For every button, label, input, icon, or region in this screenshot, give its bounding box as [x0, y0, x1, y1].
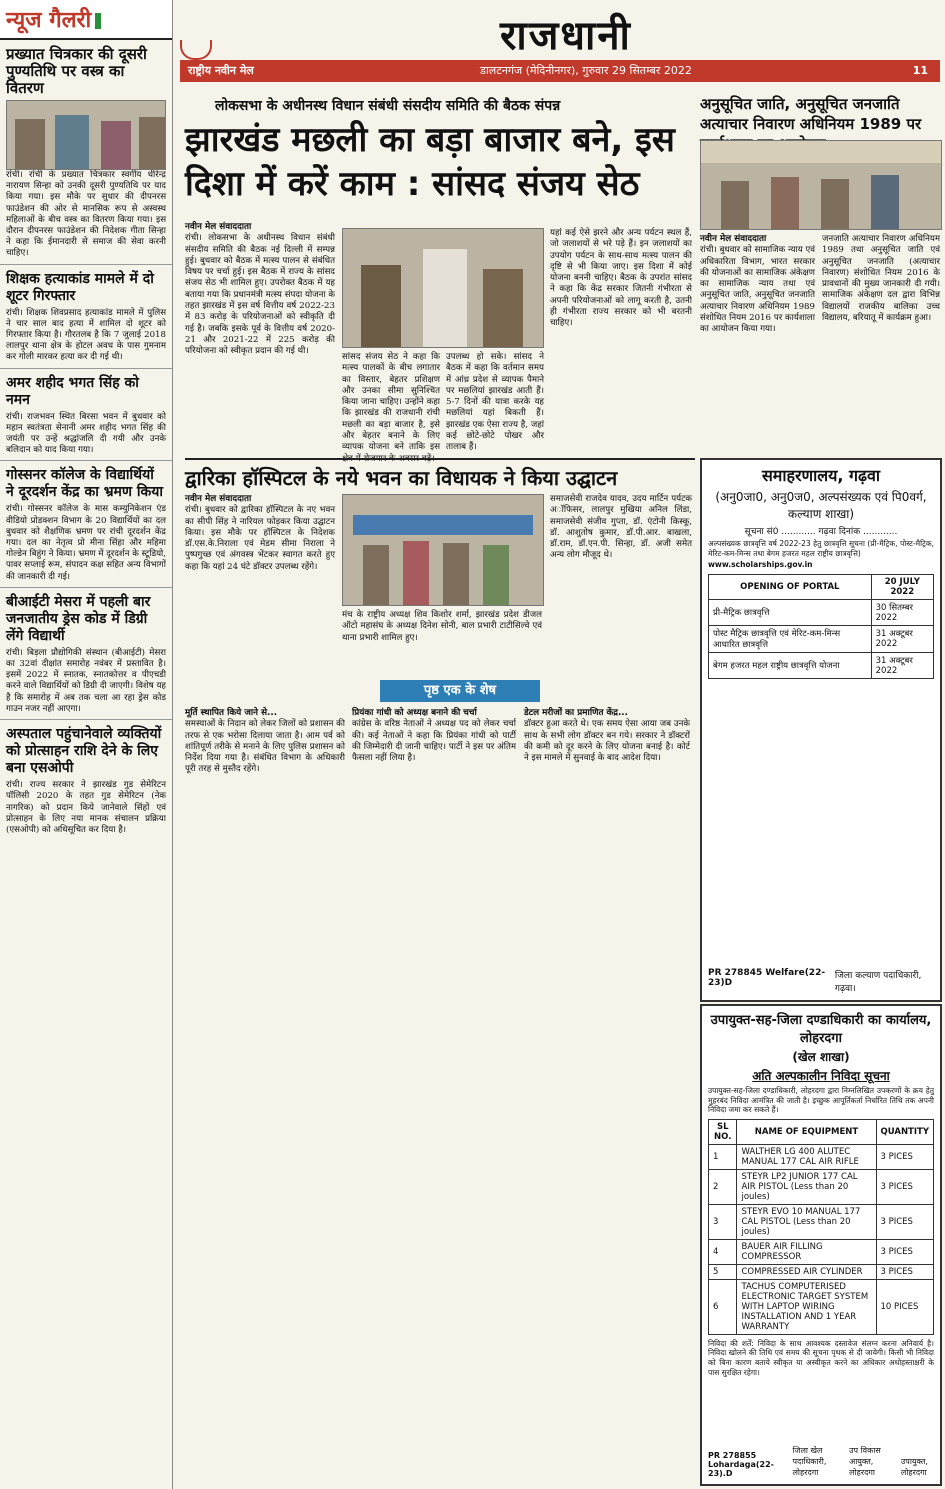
main-story-text-2: सांसद संजय सेठ ने कहा कि मत्स्य पालकों के बीच लगातार का विस्तार, बेहतर प्रशिक्षण और उनका सीमा सुनिश्चित किया जाना चाहिए। उन्होंने कहा कि झारखंड की राजधानी रांची मछली का बड़ा बाजार है, इसे और बेहतर बनाने के लिए व्यापक योजना बने ताकि इस क्षेत्र में रोजगार के अवसर बढ़ें। — [342, 352, 440, 464]
right-story-text-1: रांची। बुधवार को सामाजिक न्याय एवं अधिकारिता विभाग, भारत सरकार की योजनाओं का सामाजिक अंकेक्षण का सामाजिक न्याय तथा एवं अनुसूचित जाति, अनुसूचित जनजाति अत्याचार निवारण अधिनियम 1989 संशोधित नियम 2016 पर कार्यशाला का आयोजन किया गया। — [700, 245, 815, 335]
main-story-col-1 — [185, 222, 335, 454]
dateline: डालटनगंज (मेदिनीनगर), गुरुवार 29 सितम्बर 2022 — [480, 64, 692, 77]
main-story-photo — [342, 228, 544, 348]
continuation-text-3: डॉक्टर हुआ करते थे। एक समय ऐसा आया जब उनके साथ के सभी लोग डॉक्टर बन गये। सरकार ने डॉक्टरों की कमी को दूर करने के लिए योजना बनाई है। कोर्ट ने इस मामले में सुनवाई के बाद आदेश दिया। — [524, 719, 690, 764]
main-story-col-3 — [446, 352, 544, 452]
main-story-col-4 — [550, 228, 692, 452]
row-sl: 3 — [709, 1204, 737, 1239]
garhwa-ad-subtitle: (अनु0जा0, अनु0ज0, अल्पसंख्यक एवं पि0वर्ग, कल्याण शाखा) — [715, 490, 927, 521]
dwarika-col-1 — [185, 494, 335, 674]
row-equipment: BAUER AIR FILLING COMPRESSOR — [737, 1239, 876, 1264]
continuation-text-2: कांग्रेस के वरिष्ठ नेताओं ने अध्यक्ष पद को लेकर चर्चा की। कई नेताओं ने कहा कि प्रियंका गांधी को पार्टी की जिम्मेदारी दी जानी चाहिए। पार्टी ने इस पर अंतिम फैसला नहीं लिया है। — [352, 719, 516, 764]
main-story-text-1: रांची। लोकसभा के अधीनस्थ विधान संबंधी संसदीय समिति की बैठक नई दिल्ली में सम्पन्न हुई। बुधवार को बैठक में मत्स्य पालन से संबंधित विषय पर चर्चा हुई। इस बैठक में राज्य के सांसद संजय सेठ भी शामिल हुए। उपरोक्त बैठक में यह बताया गया कि प्रधानमंत्री मत्स्य संपदा योजना के तहत झारखंड में इस वर्ष वित्तीय वर्ष 2022-23 में 83 करोड़ के परियोजनाओं को स्वीकृति दी गई है। जबकि इसके पूर्व के वित्तीय वर्ष 2020-21 और 2021-22 में 225 करोड़ की परियोजना को स्वीकृत प्रदान की गई थी। — [185, 233, 335, 357]
dwarika-col-3 — [550, 494, 692, 674]
continuation-col-2-title: प्रियंका गांधी को अध्यक्ष बनाने की चर्चा — [352, 708, 477, 718]
left-story-5-title: बीआईटी मेसरा में पहली बार जनजातीय ड्रेस कोड में डिग्री लेंगे विद्यार्थी — [6, 593, 151, 644]
row-equipment: TACHUS COMPUTERISED ELECTRONIC TARGET SYSTEM WITH LAPTOP WIRING INSTALLATION AND 1 YEAR WARRANTY — [737, 1279, 876, 1334]
row-quantity: 3 PICES — [876, 1169, 934, 1204]
row-sl: 1 — [709, 1144, 737, 1169]
garhwa-ad-table — [708, 574, 934, 679]
row-equipment: COMPRESSED AIR CYLINDER — [737, 1264, 876, 1279]
table-row — [709, 1169, 934, 1204]
dwarika-text-1: रांची। बुधवार को द्वारिका हॉस्पिटल के नए भवन का सीपी सिंह ने नारियल फोड़कर किया उद्घाटन किया। इस मौके पर हॉस्पिटल के निदेशक डॉ.एस.के.निराला एवं मेडम सीमा निराला ने पुष्पगुच्छ एवं अंगवस्त्र भेंटकर स्वागत करते हुए कहा कि यहां 24 घंटे डॉक्टर उपलब्ध रहेंगे। — [185, 505, 335, 572]
right-story-headline: अनुसूचित जाति, अनुसूचित जनजाति अत्याचार निवारण अधिनियम 1989 पर — [700, 94, 940, 156]
continuation-col-1-title: मूर्ति स्थापित किये जाने से... — [185, 708, 278, 718]
garhwa-table-head: OPENING OF PORTAL — [709, 574, 872, 599]
left-story-4-title: गोस्सनर कॉलेज के विद्यार्थियों ने दूरदर्शन केंद्र का भ्रमण किया — [6, 467, 164, 501]
dwarika-byline: नवीन मेल संवाददाता — [185, 494, 252, 504]
left-story-6-title: अस्पताल पहुंचानेवाले व्यक्तियों को प्रोत्साहन राशि देने के लिए बना एसओपी — [6, 726, 162, 777]
lohardaga-pr-code: PR 278855 Lohardaga(22-23).D — [708, 1451, 774, 1478]
lohardaga-ad-subtitle: (खेल शाखा) — [792, 1050, 850, 1064]
row-quantity: 3 PICES — [876, 1239, 934, 1264]
garhwa-ad-notice: सूचना सं0 ............ गढ़वा दिनांक ............ — [744, 527, 898, 537]
left-story-1-text: रांची। रांची के प्रख्यात चित्रकार स्वर्गीय धीरेन्द्र नारायण सिन्हा को उनकी दूसरी पुण्यतिथि पर याद किया गया। इस मौके पर सुधार की दीपनरस फाउंडेशन की ओर से मानसिक रूप से अस्वस्थ महिलाओं के बीच वस्त्र का वितरण किया गया। इस दौरान दीपनरस फाउंडेशन की निदेशक गीता सिन्हा ने कहा कि ईमानदारी से समाज की सेवा करनी चाहिए। — [6, 170, 166, 259]
right-story-col-2 — [822, 234, 940, 452]
left-story-2 — [0, 265, 172, 369]
garhwa-row1-label: प्री-मैट्रिक छात्रवृत्ति — [709, 599, 872, 625]
main-story-byline: नवीन मेल संवाददाता — [185, 222, 252, 232]
row-quantity: 3 PICES — [876, 1144, 934, 1169]
paper-logo-icon — [180, 40, 212, 60]
garhwa-row2-label: पोस्ट मैट्रिक छात्रवृत्ति एवं मेरिट-कम-मिन्स आधारित छात्रवृत्ति — [709, 625, 872, 652]
dwarika-text-2: मंच के राष्ट्रीय अध्यक्ष शिव किशोर शर्मा, झारखंड प्रदेश डीजल ऑटो महासंघ के अध्यक्ष दिनेश सोनी, बाल प्रभारी टाटीसिल्वे एवं थाना प्रभारी शामिल हुए। — [342, 610, 542, 643]
right-story-byline: नवीन मेल संवाददाता — [700, 234, 767, 244]
main-story-headline: झारखंड मछली का बड़ा बाजार बने, इस दिशा में करें काम : सांसद संजय सेठ — [185, 120, 675, 204]
row-quantity: 3 PICES — [876, 1264, 934, 1279]
continuation-col-1 — [185, 708, 345, 1484]
lohardaga-notice-title: अति अल्पकालीन निविदा सूचना — [752, 1069, 890, 1083]
lohardaga-ad-title: उपायुक्त-सह-जिला दण्डाधिकारी का कार्यालय, लोहरदगा — [710, 1013, 932, 1046]
left-story-6 — [0, 720, 172, 840]
col-equipment: NAME OF EQUIPMENT — [737, 1119, 876, 1144]
news-gallery-column — [0, 0, 173, 1489]
right-story-text-2: जनजाति अत्याचार निवारण अधिनियम 1989 तथा अनुसूचित जाति एवं अनुसूचित जनजाति (अत्याचार निवारण) संशोधित नियम 2016 के प्रावधानों की मुख्य जानकारी दी गयी। सामाजिक अंकेक्षण दल द्वारा विभिन्न विद्यालयों राजकीय बालिका उच्च विद्यालय, बरियातू में कार्यक्रम हुआ। — [822, 234, 940, 324]
row-sl: 6 — [709, 1279, 737, 1334]
page-number: 11 — [912, 64, 928, 77]
garhwa-ad-footer — [708, 968, 934, 994]
lohardaga-sign-3: उपायुक्त, लोहरदगा — [900, 1457, 928, 1477]
garhwa-ad-text: अल्पसंख्यक छात्रवृत्ति वर्ष 2022-23 हेतु छात्रवृत्ति सूचना (प्री-मैट्रिक, पोस्ट-मैट्रिक, मेरिट-कम-मिन्स तथा बेगम हजरत महल राष्ट्रीय छात्रवृत्ति) — [708, 539, 934, 558]
garhwa-notice-ad — [700, 458, 942, 1002]
garhwa-table-date: 20 JULY 2022 — [871, 574, 933, 599]
main-story-text-3: उपलब्ध हो सके। सांसद ने बैठक में कहा कि वर्तमान समय में आंध्र प्रदेश से व्यापक पैमाने पर मछलियां झारखंड आती हैं। 5-7 दिनों की यात्रा करके यह मछलियां यहां बिकती हैं। झारखंड एक ऐसा राज्य है, जहां कई छोटे-छोटे पोखर और तालाब हैं। — [446, 352, 544, 453]
dwarika-col-2 — [342, 610, 542, 674]
right-story-photo — [700, 140, 942, 230]
lohardaga-sign-1: जिला खेल पदाधिकारी, लोहरदगा — [792, 1446, 827, 1477]
dwarika-story-headline: द्वारिका हॉस्पिटल के नये भवन का विधायक ने किया उद्घाटन — [185, 458, 695, 491]
main-story-kicker: लोकसभा के अधीनस्थ विधान संबंधी संसदीय समिति की बैठक संपन्न — [215, 98, 561, 114]
left-story-3-text: रांची। राजभवन स्थित बिरसा भवन में बुधवार को महान स्वतंत्रता सेनानी अमर शहीद भगत सिंह की जयंती पर उन्हें श्रद्धांजलि दी गयी और उनके बलिदान को याद किया गया। — [6, 411, 166, 456]
col-sl: SL NO. — [709, 1119, 737, 1144]
left-story-4-text: रांची। गोस्सनर कॉलेज के मास कम्युनिकेशन एंड वीडियो प्रोडक्शन विभाग के 20 विद्यार्थियों का दल बुधवार को शैक्षणिक भ्रमण पर रांची दूरदर्शन केंद्र गया। दल का नेतृत्व प्रो मीना सिंहा और महिमा गोल्डेन बिहुंग ने किया। भ्रमण में दूरदर्शन के स्टूडियो, पावर सप्लाई रूम, संपादन कक्ष सहित अन्य विभागों की जानकारी दी गई। — [6, 504, 167, 582]
left-story-3-title: अमर शहीद भगत सिंह को नमन — [6, 374, 139, 408]
continuation-header: पृष्ठ एक के शेष — [380, 680, 540, 702]
main-story-text-4: यहां कई ऐसे झरने और अन्य पर्यटन स्थल हैं, जो जलाशयों से भरे पड़े हैं। इन जलाशयों का उपयोग पर्यटन के साथ-साथ मत्स्य पालन की दृष्टि से भी किया जाए। इस दिशा में कोई योजना बननी चाहिए। बैठक के उपरांत सांसद ने कहा कि केंद्र सरकार जितनी गंभीरता से अपनी परियोजनाओं को लागू करती है, उतनी ही गंभीरता राज्य सरकार को भी बरतनी चाहिए। — [550, 228, 692, 329]
lohardaga-sign-2: उप विकास आयुक्त, लोहरदगा — [849, 1446, 881, 1477]
lohardaga-intro: उपायुक्त-सह-जिला दण्डाधिकारी, लोहरदगा द्वारा निम्नलिखित उपकरणों के क्रय हेतु मुहरबंद निविदा आमंत्रित की जाती है। इच्छुक आपूर्तिकर्ता निर्धारित तिथि तक अपनी निविदा जमा कर सकते हैं। — [708, 1086, 934, 1115]
row-sl: 4 — [709, 1239, 737, 1264]
continuation-col-3-title: डेटल मरीजों का प्रमाणित केंद्र... — [524, 708, 628, 718]
left-story-1-photo — [6, 100, 166, 170]
dwarika-text-3: समाजसेवी राजदेव यादव, उदय मार्टिन पर्यटक अॉफिसर, लालपुर मुखिया अनिल लिंडा, समाजसेवी संजीव गुप्ता, डॉ. एंटोनी किस्कू, डॉ. आशुतोष कुमार, डॉ.पी.आर. बाखला, डॉ.राम, डॉ.एन.पी. सिन्हा, डॉ. अजी समेत अन्य लोग मौजूद थे। — [550, 494, 692, 561]
garhwa-pr-code: PR 278845 Welfare(22-23)D — [708, 968, 826, 988]
table-row — [709, 1264, 934, 1279]
equipment-table — [708, 1119, 934, 1335]
gallery-title: न्यूज गैलरी — [0, 0, 172, 40]
garhwa-ad-website[interactable]: www.scholarships.gov.in — [708, 560, 813, 570]
garhwa-row3-label: बेगम हजरत महल राष्ट्रीय छात्रवृत्ति योजना — [709, 652, 872, 678]
row-equipment: STEYR LP2 JUNIOR 177 CAL AIR PISTOL (Less than 20 joules) — [737, 1169, 876, 1204]
lohardaga-tender-ad — [700, 1004, 942, 1486]
left-story-6-text: रांची। राज्य सरकार ने झारखंड गुड सेमेरिटन पॉलिसी 2020 के तहत गुड सेमेरिटन (नेक नागरिक) को प्रदान किये जानेवाले सिंहों एवं प्रोत्साहन के लिए नया मानक संचालन प्रक्रिया (एसओपी) को अधिसूचित कर दिया है। — [6, 780, 166, 835]
main-story-col-2 — [342, 352, 440, 464]
row-sl: 2 — [709, 1169, 737, 1204]
dwarika-photo — [342, 494, 544, 606]
left-story-5-text: रांची। बिड़ला प्रौद्योगिकी संस्थान (बीआईटी) मेसरा का 32वां दीक्षांत समारोह नवंबर में प्रस्तावित है। इसमें 2022 में स्नातक, स्नातकोत्तर व पीएचडी करने वाले विद्यार्थियों को डिग्री दी जाएगी। विशेष यह है कि समारोह में अब तक चला आ रहा ड्रेस कोड गाउन नजर नहीं आएगा। — [6, 647, 166, 714]
left-story-5 — [0, 588, 172, 720]
table-row — [709, 1144, 934, 1169]
row-equipment: WALTHER LG 400 ALUTEC MANUAL 177 CAL AIR RIFLE — [737, 1144, 876, 1169]
left-story-1 — [0, 40, 172, 265]
left-story-2-text: रांची। शिक्षक शिवप्रसाद हत्याकांड मामले में पुलिस ने चार साल बाद हत्या में शामिल दो शूटर को गिरफ्तार किया है। गौरतलब है कि 7 जुलाई 2018 लालपुर थाना क्षेत्र के होटल अवध के पास गुमनाम कर गोली मारकर हत्या कर दी गई थी। — [6, 307, 166, 363]
row-quantity: 10 PICES — [876, 1279, 934, 1334]
row-quantity: 3 PICES — [876, 1204, 934, 1239]
continuation-col-2 — [352, 708, 516, 1484]
table-row — [709, 1204, 934, 1239]
left-story-1-title: प्रख्यात चित्रकार की दूसरी पुण्यतिथि पर वस्त्र का वितरण — [6, 45, 147, 97]
left-story-4 — [0, 461, 172, 587]
garhwa-signature: जिला कल्याण पदाधिकारी, गढ़वा। — [834, 971, 922, 994]
table-row — [709, 1279, 934, 1334]
lohardaga-terms: निविदा की शर्तें: निविदा के साथ आवश्यक दस्तावेज संलग्न करना अनिवार्य है। निविदा खोलने की तिथि एवं समय की सूचना पृथक से दी जायेगी। किसी भी निविदा को बिना कारण बताये स्वीकृत या अस्वीकृत करने का अधिकार अधोहस्ताक्षरी के पास सुरक्षित रहेगा। — [708, 1338, 934, 1377]
row-sl: 5 — [709, 1264, 737, 1279]
left-story-2-title: शिक्षक हत्याकांड मामले में दो शूटर गिरफ्तार — [6, 270, 154, 304]
garhwa-row1-date: 30 सितम्बर 2022 — [871, 599, 933, 625]
col-quantity: QUANTITY — [876, 1119, 934, 1144]
right-story-col-1 — [700, 234, 815, 452]
continuation-col-3 — [524, 708, 690, 1484]
row-equipment: STEYR EVO 10 MANUAL 177 CAL PISTOL (Less than 20 joules) — [737, 1204, 876, 1239]
section-name: राष्ट्रीय नवीन मेल — [188, 64, 254, 77]
lohardaga-footer — [708, 1445, 934, 1478]
table-row — [709, 1239, 934, 1264]
masthead-bar — [180, 60, 940, 82]
garhwa-row2-date: 31 अक्टूबर 2022 — [871, 625, 933, 652]
garhwa-row3-date: 31 अक्टूबर 2022 — [871, 652, 933, 678]
paper-name: राजधानी — [500, 12, 632, 59]
continuation-text-1: समस्याओं के निदान को लेकर जिलों को प्रशासन की तरफ से एक भरोसा दिलाया जाता है। आम पर्व को शांतिपूर्ण तरीके से मनाने के लिए पुलिस प्रशासन को निर्देश दिया गया है। संबंधित विभाग के अधिकारी पूरी तरह से मुस्तैद रहेंगे। — [185, 719, 345, 775]
garhwa-ad-title: समाहरणालय, गढ़वा — [761, 466, 881, 485]
masthead — [180, 0, 940, 84]
left-story-3 — [0, 369, 172, 462]
